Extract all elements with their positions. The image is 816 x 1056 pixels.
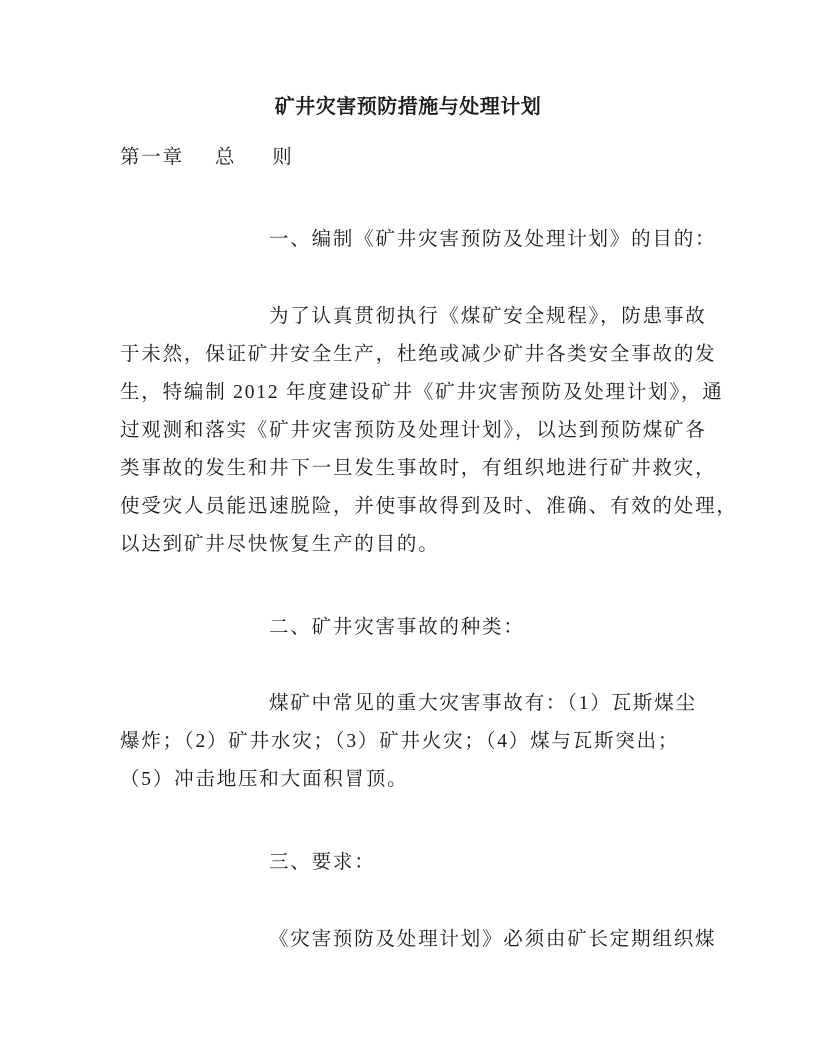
paragraph-requirements-heading xyxy=(120,844,696,882)
paragraph-line: 三、要求： xyxy=(269,852,376,873)
paragraph-line: 过观测和落实《矿井灾害预防及处理计划》，以达到预防煤矿各 xyxy=(120,420,707,441)
paragraph-line: 煤矿中常见的重大灾害事故有：（1）瓦斯煤尘 xyxy=(269,693,697,714)
paragraph-line: 生，特编制 2012 年度建设矿井《矿井灾害预防及处理计划》，通 xyxy=(120,382,724,403)
paragraph-line: 使受灾人员能迅速脱险，并使事故得到及时、准确、有效的处理， xyxy=(120,496,738,517)
paragraph-types-body xyxy=(120,685,696,799)
paragraph-line: 于未然，保证矿井安全生产，杜绝或减少矿井各类安全事故的发 xyxy=(120,344,717,365)
paragraph-requirements-body xyxy=(120,921,717,959)
paragraph-line: 爆炸；（2）矿井水灾；（3）矿井火灾；（4）煤与瓦斯突出； xyxy=(120,731,680,752)
paragraph-purpose-body xyxy=(120,298,738,564)
chapter-heading xyxy=(120,139,696,177)
chapter-word-1: 总 xyxy=(214,147,237,168)
paragraph-line: 以达到矿井尽快恢复生产的目的。 xyxy=(120,534,440,555)
paragraph-line: （5）冲击地压和大面积冒顶。 xyxy=(120,769,409,790)
paragraph-purpose-heading xyxy=(120,221,717,259)
paragraph-line: 类事故的发生和井下一旦发生事故时，有组织地进行矿井救灾， xyxy=(120,458,717,479)
paragraph-line: 为了认真贯彻执行《煤矿安全规程》，防患事故 xyxy=(269,306,707,327)
chapter-number: 第一章 xyxy=(120,147,184,168)
paragraph-types-heading xyxy=(120,609,696,647)
paragraph-line: 二、矿井灾害事故的种类： xyxy=(269,617,525,638)
document-title: 矿井灾害预防措施与处理计划 xyxy=(274,96,542,118)
paragraph-line: 《灾害预防及处理计划》必须由矿长定期组织煤 xyxy=(269,929,717,950)
chapter-word-2: 则 xyxy=(272,147,294,168)
paragraph-line: 一、编制《矿井灾害预防及处理计划》的目的： xyxy=(269,229,717,250)
